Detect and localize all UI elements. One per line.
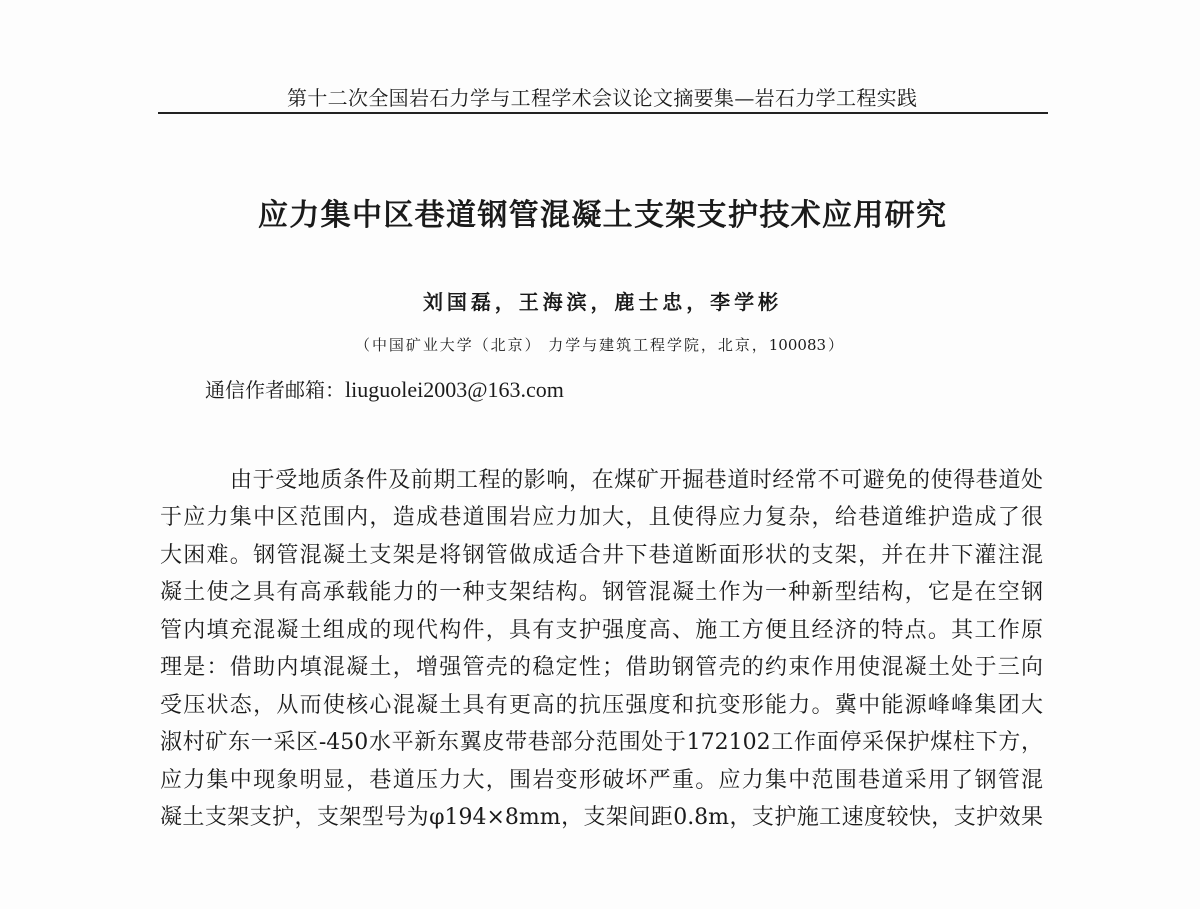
email-address: liuguolei2003@163.com: [345, 377, 564, 402]
body-line: 受压状态，从而使核心混凝土具有更高的抗压强度和抗变形能力。冀中能源峰峰集团大: [160, 693, 1043, 718]
affiliation: （中国矿业大学（北京） 力学与建筑工程学院，北京，100083）: [355, 336, 843, 354]
body-line: 理是：借助内填混凝土，增强管壳的稳定性；借助钢管壳的约束作用使混凝土处于三向: [160, 655, 1043, 680]
body-line: 管内填充混凝土组成的现代构件，具有支护强度高、施工方便且经济的特点。其工作原: [160, 618, 1043, 643]
body-line: 凝土使之具有高承载能力的一种支架结构。钢管混凝土作为一种新型结构，它是在空钢: [160, 580, 1043, 605]
body-line: 大困难。钢管混凝土支架是将钢管做成适合井下巷道断面形状的支架，并在井下灌注混: [160, 543, 1043, 568]
body-line: 由于受地质条件及前期工程的影响，在煤矿开掘巷道时经常不可避免的使得巷道处: [230, 468, 1043, 493]
body-line: 凝土支架支护，支架型号为φ194×8mm，支架间距0.8m，支护施工速度较快，支护效果: [160, 805, 1043, 830]
header-rule: [158, 112, 1048, 114]
corresponding-email: [205, 374, 564, 403]
authors: 刘国磊，王海滨，鹿士忠，李学彬: [423, 290, 778, 314]
running-head: 第十二次全国岩石力学与工程学术会议论文摘要集—岩石力学工程实践: [287, 86, 917, 110]
email-label: 通信作者邮箱：: [205, 378, 345, 402]
body-line: 于应力集中区范围内，造成巷道围岩应力加大，且使得应力复杂，给巷道维护造成了很: [160, 505, 1043, 530]
body-line: 应力集中现象明显，巷道压力大，围岩变形破坏严重。应力集中范围巷道采用了钢管混: [160, 768, 1043, 793]
paper-title: 应力集中区巷道钢管混凝土支架支护技术应用研究: [258, 198, 946, 233]
body-line: 淑村矿东一采区-450水平新东翼皮带巷部分范围处于172102工作面停采保护煤柱下方，: [160, 730, 1043, 755]
